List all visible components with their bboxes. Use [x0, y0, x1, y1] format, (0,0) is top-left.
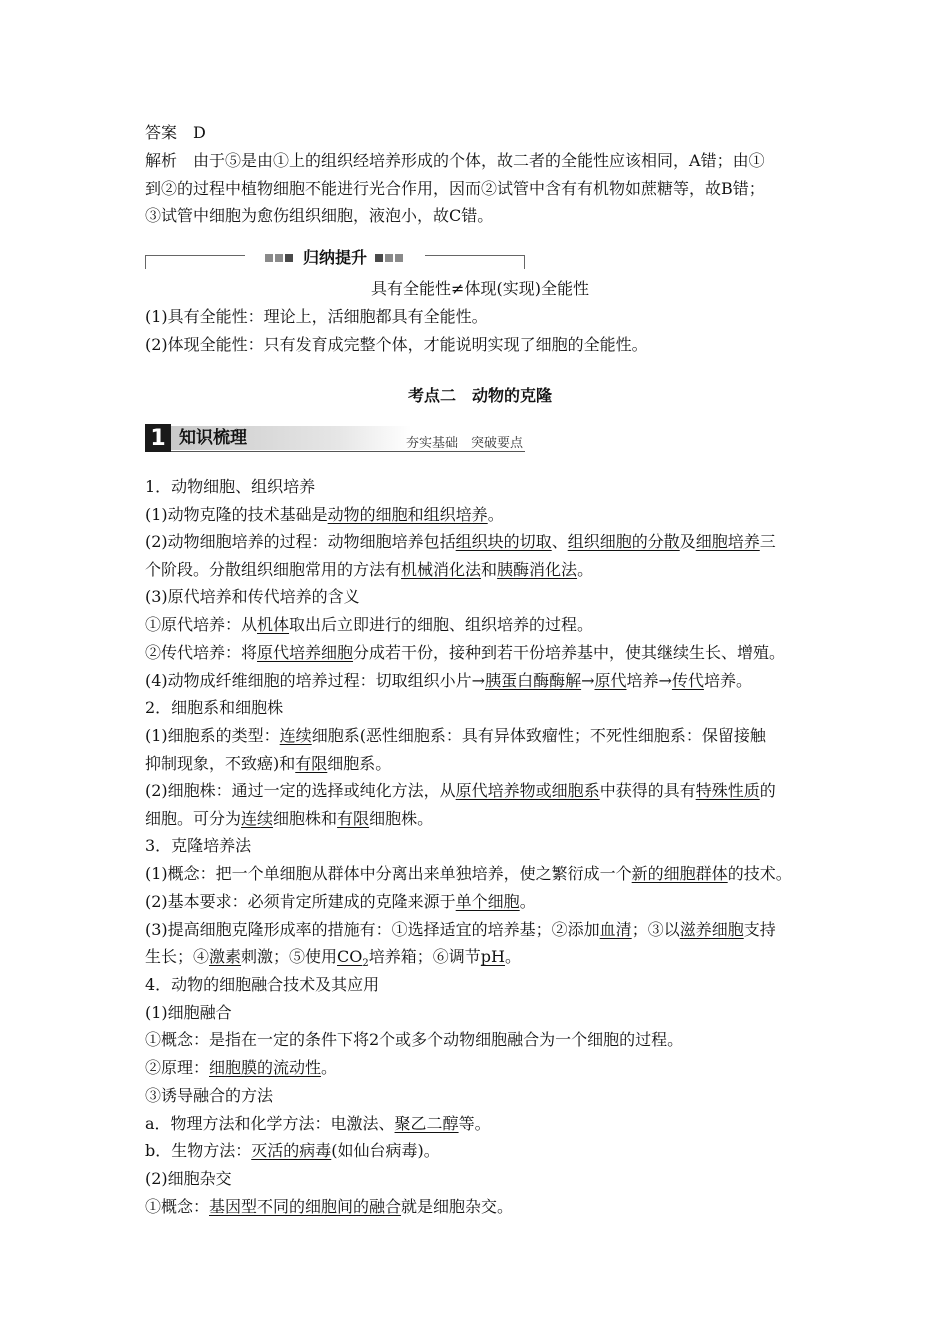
heading-1: 1．动物细胞、组织培养	[145, 477, 316, 496]
section-bar	[145, 424, 525, 452]
topic-title: 考点二 动物的克隆	[407, 386, 552, 405]
para-12: (1)概念：把一个单细胞从群体中分离出来单独培养，使之繁衍成一个新的细胞群体的技术。	[145, 864, 792, 883]
answer-line	[145, 123, 815, 143]
para-9: 抑制现象，不致癌)和有限细胞系。	[145, 754, 392, 773]
heading-4: 4．动物的细胞融合技术及其应用	[145, 975, 380, 994]
para-17: ①概念：是指在一定的条件下将2个或多个动物细胞融合为一个细胞的过程。	[145, 1030, 684, 1049]
para-3: 个阶段。分散组织细胞常用的方法有机械消化法和胰酶消化法。	[145, 560, 594, 579]
para-19: ③诱导融合的方法	[145, 1086, 274, 1105]
para-14: (3)提高细胞克隆形成率的措施有：①选择适宜的培养基；②添加血清；③以滋养细胞支持	[145, 920, 776, 939]
para-22: (2)细胞杂交	[145, 1169, 232, 1188]
para-21: b．生物方法：灭活的病毒(如仙台病毒)。	[145, 1141, 440, 1160]
decor-squares-right	[375, 247, 405, 266]
para-13: (2)基本要求：必须肯定所建成的克隆来源于单个细胞。	[145, 892, 536, 911]
summary-item-2: (2)体现全能性：只有发育成完整个体，才能说明实现了细胞的全能性。	[145, 335, 648, 354]
analysis-line-2: 到②的过程中植物细胞不能进行光合作用，因而②试管中含有有机物如蔗糖等，故B错；	[145, 179, 765, 198]
para-5: ①原代培养：从机体取出后立即进行的细胞、组织培养的过程。	[145, 615, 594, 634]
heading-3: 3．克隆培养法	[145, 836, 252, 855]
para-2: (2)动物细胞培养的过程：动物细胞培养包括组织块的切取、组织细胞的分散及细胞培养三	[145, 532, 776, 551]
answer-label: 答案	[145, 123, 178, 142]
heading-2: 2．细胞系和细胞株	[145, 698, 284, 717]
para-8: (1)细胞系的类型：连续细胞系(恶性细胞系：具有异体致瘤性；不死性细胞系：保留接触	[145, 726, 766, 745]
para-11: 细胞。可分为连续细胞株和有限细胞株。	[145, 809, 434, 828]
summary-title: 具有全能性≠体现(实现)全能性	[371, 279, 589, 298]
summary-header	[145, 244, 525, 268]
analysis-label: 解析	[145, 151, 178, 170]
para-18: ②原理：细胞膜的流动性。	[145, 1058, 338, 1077]
analysis-text: 由于⑤是由①上的组织经培养形成的个体，故二者的全能性应该相同，A错；由①	[193, 151, 765, 170]
analysis-line-1	[145, 151, 815, 171]
analysis-line-3: ③试管中细胞为愈伤组织细胞，液泡小，故C错。	[145, 206, 494, 225]
answer-value: D	[193, 123, 206, 142]
summary-item-1: (1)具有全能性：理论上，活细胞都具有全能性。	[145, 307, 488, 326]
para-10: (2)细胞株：通过一定的选择或纯化方法，从原代培养物或细胞系中获得的具有特殊性质的	[145, 781, 776, 800]
para-4: (3)原代培养和传代培养的含义	[145, 587, 360, 606]
para-7: (4)动物成纤维细胞的培养过程：切取组织小片→胰蛋白酶酶解→原代培养→传代培养。	[145, 671, 752, 690]
para-16: (1)细胞融合	[145, 1003, 232, 1022]
section-subtitle: 夯实基础 突破要点	[405, 436, 523, 451]
para-6: ②传代培养：将原代培养细胞分成若干份，接种到若干份培养基中，使其继续生长、增殖。	[145, 643, 786, 662]
section-title: 知识梳理	[179, 428, 247, 448]
para-15: 生长；④激素刺激；⑤使用$CO_2$培养箱；⑥调节pH。	[145, 947, 522, 970]
decor-squares-left	[265, 247, 295, 266]
summary-header-title: 归纳提升	[302, 247, 367, 267]
para-1: (1)动物克隆的技术基础是动物的细胞和组织培养。	[145, 505, 504, 524]
para-23: ①概念：基因型不同的细胞间的融合就是细胞杂交。	[145, 1197, 514, 1216]
section-number: 1	[145, 424, 171, 452]
para-20: a．物理方法和化学方法：电激法、聚乙二醇等。	[145, 1114, 491, 1133]
